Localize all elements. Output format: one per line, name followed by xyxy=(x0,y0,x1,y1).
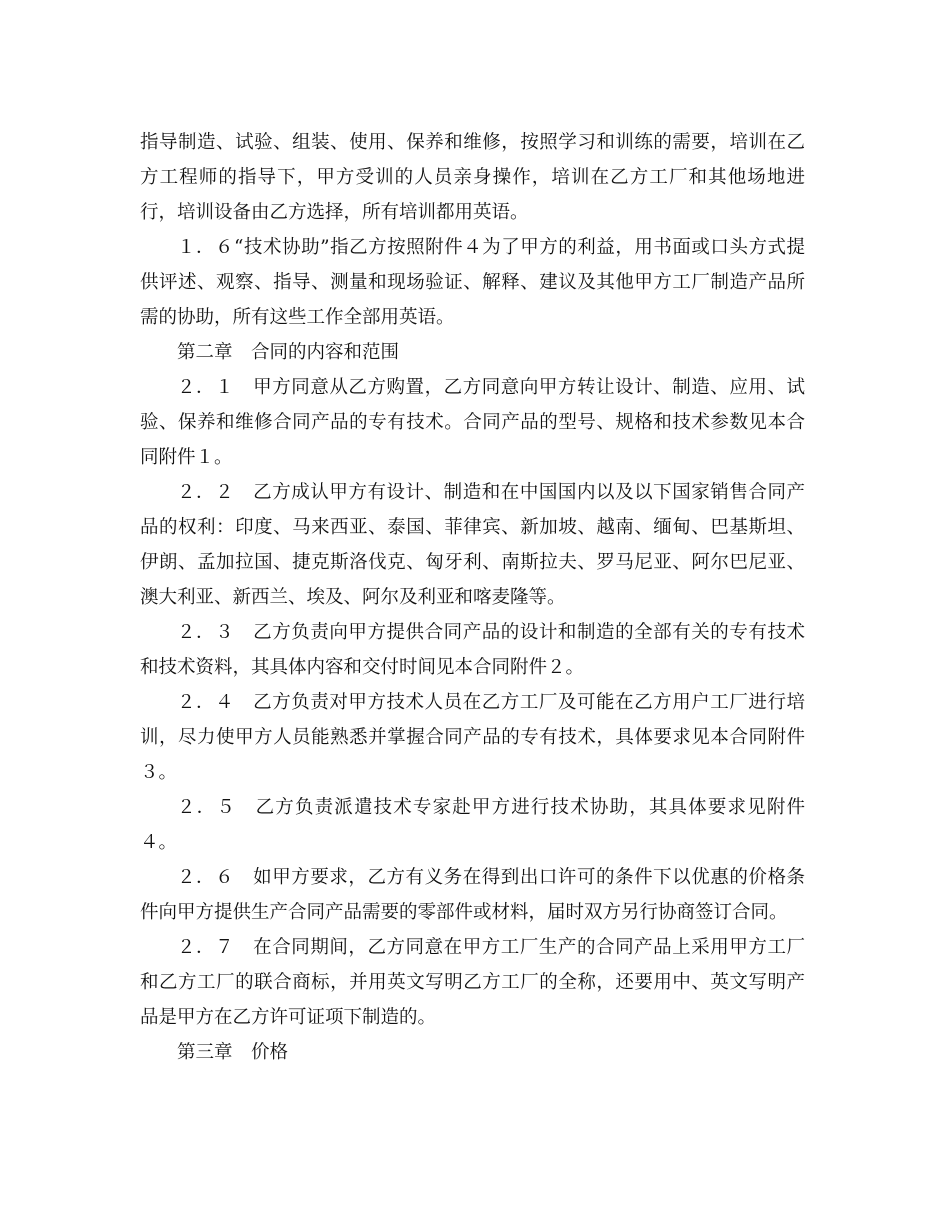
paragraph-2-6: ２．６ 如甲方要求，乙方有义务在得到出口许可的条件下以优惠的价格条件向甲方提供生产合同产品需要的零部件或材料，届时双方另行协商签订合同。 xyxy=(140,867,805,923)
chapter-3-heading: 第三章 价格 xyxy=(177,1042,289,1063)
paragraph-2-7: ２．７ 在合同期间，乙方同意在甲方工厂生产的合同产品上采用甲方工厂和乙方工厂的联合商标，并用英文写明乙方工厂的全称，还要用中、英文写明产品是甲方在乙方许可证项下制造的。 xyxy=(140,937,805,1028)
paragraph-training-continued: 指导制造、试验、组装、使用、保养和维修，按照学习和训练的需要，培训在乙方工程师的指导下，甲方受训的人员亲身操作，培训在乙方工厂和其他场地进行，培训设备由乙方选择，所有培训都用英语。 xyxy=(140,132,805,223)
paragraph-2-5: ２．５ 乙方负责派遣技术专家赴甲方进行技术协助，其具体要求见附件４。 xyxy=(140,797,805,853)
paragraph-2-4: ２．４ 乙方负责对甲方技术人员在乙方工厂及可能在乙方用户工厂进行培训，尽力使甲方人员能熟悉并掌握合同产品的专有技术，具体要求见本合同附件３。 xyxy=(140,692,805,783)
paragraph-2-3: ２．３ 乙方负责向甲方提供合同产品的设计和制造的全部有关的专有技术和技术资料，其具体内容和交付时间见本合同附件２。 xyxy=(140,622,805,678)
paragraph-2-2: ２．２ 乙方成认甲方有设计、制造和在中国国内以及以下国家销售合同产品的权利：印度、马来西亚、泰国、菲律宾、新加坡、越南、缅甸、巴基斯坦、伊朗、孟加拉国、捷克斯洛伐克、匈牙利、南斯拉夫、罗马尼亚、阿尔巴尼亚、澳大利亚、新西兰、埃及、阿尔及利亚和喀麦隆等。 xyxy=(140,482,805,608)
paragraph-2-1: ２．１ 甲方同意从乙方购置，乙方同意向甲方转让设计、制造、应用、试验、保养和维修合同产品的专有技术。合同产品的型号、规格和技术参数见本合同附件１。 xyxy=(140,377,805,468)
document-body xyxy=(140,125,805,1070)
chapter-2-heading: 第二章 合同的内容和范围 xyxy=(177,342,400,363)
paragraph-1-6: １．６“技术协助”指乙方按照附件４为了甲方的利益，用书面或口头方式提供评述、观察、指导、测量和现场验证、解释、建议及其他甲方工厂制造产品所需的协助，所有这些工作全部用英语。 xyxy=(140,237,805,328)
